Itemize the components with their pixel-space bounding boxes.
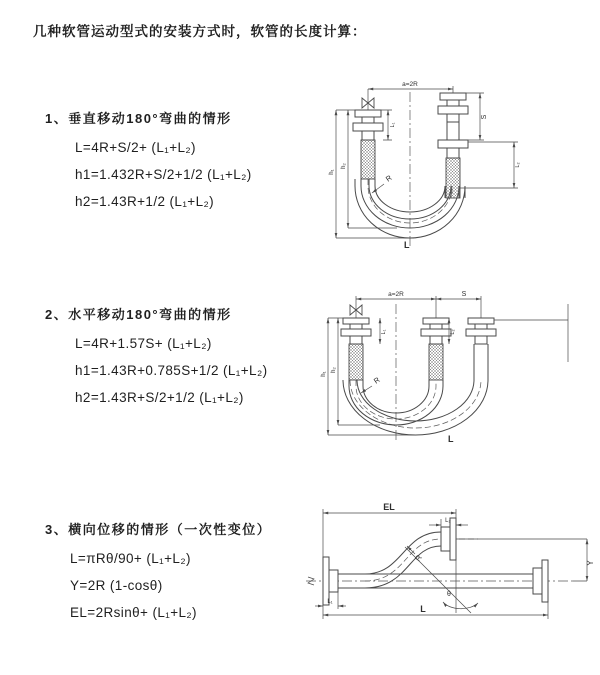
section-vertical-movement <box>45 108 252 215</box>
theta-label: θ <box>447 591 451 598</box>
page-title: 几种软管运动型式的安装方式时，软管的长度计算： <box>33 24 367 39</box>
length-label: L <box>404 240 410 250</box>
radius-label: R <box>371 375 382 386</box>
formula-h1: h1=1.43R+0.785S+1/2 (L₁+L₂) <box>75 363 268 378</box>
section-3-heading: 3、横向位移的情形（一次性变位） <box>45 522 272 537</box>
span-label: a=2R <box>388 291 404 298</box>
flange-plate <box>450 518 456 560</box>
braided-hose <box>429 344 443 380</box>
dimension-l2 <box>449 318 456 344</box>
section-2-formulas <box>75 330 267 411</box>
braided-hose <box>349 344 363 380</box>
flange-hub <box>533 568 542 594</box>
h1-label: h₁ <box>321 371 327 377</box>
flange-hub <box>441 527 450 551</box>
hose-arcs <box>343 380 488 435</box>
l1-label: L₁ <box>381 329 387 335</box>
section-horizontal-movement <box>45 304 267 411</box>
formula-y: Y=2R (1-cosθ) <box>70 578 163 593</box>
pipe-cap <box>440 93 466 100</box>
section-lateral-displacement <box>45 519 271 626</box>
formula-h2: h2=1.43R+1/2 (L₁+L₂) <box>75 194 215 209</box>
dimension-stroke <box>466 93 488 140</box>
formula-h2: h2=1.43R+S/2+1/2 (L₁+L₂) <box>75 390 244 405</box>
section-1-heading: 1、垂直移动180°弯曲的情形 <box>45 111 232 126</box>
dimension-span <box>356 291 436 299</box>
dimension-l2 <box>460 142 521 188</box>
length-label: L <box>420 604 426 614</box>
section-1-formulas <box>75 134 252 215</box>
dimension-l2 <box>429 518 468 527</box>
original-flange <box>533 560 548 602</box>
dimension-l1 <box>315 592 346 609</box>
dimension-stroke <box>436 291 481 299</box>
pipe-cap <box>343 318 369 324</box>
flange-original <box>438 140 468 148</box>
left-flange <box>323 557 338 605</box>
right-pipe-assembly <box>466 296 568 380</box>
diagram-lateral-displacement <box>303 503 598 643</box>
pipe-cap <box>468 318 494 324</box>
pipe-cap <box>355 110 381 117</box>
h1-label: h₁ <box>329 169 335 175</box>
formula-length: L=4R+1.57S+ (L₁+L₂) <box>75 336 212 351</box>
el-label: EL <box>383 503 395 512</box>
l1-label: L₁ <box>327 599 333 605</box>
h2-label: h₂ <box>341 163 347 169</box>
l1-label: L₁ <box>390 122 396 128</box>
stroke-label: S <box>481 114 488 120</box>
radius-callout <box>407 546 424 563</box>
dimension-el <box>323 503 456 557</box>
flange-hub <box>329 570 338 592</box>
flange <box>353 123 383 131</box>
section-3-formulas <box>70 545 271 626</box>
h2-label: h₂ <box>331 367 337 373</box>
section-2-heading: 2、水平移动180°弯曲的情形 <box>45 307 232 322</box>
braided-hose <box>446 158 460 198</box>
radius-label: R <box>413 553 424 564</box>
flange-plate <box>323 557 329 605</box>
l2-label: L₂ <box>450 329 456 335</box>
flange <box>341 329 371 336</box>
flange-moved <box>438 106 468 114</box>
braided-hose <box>361 140 375 179</box>
formula-h1: h1=1.432R+S/2+1/2 (L₁+L₂) <box>75 167 252 182</box>
radius-label: R <box>383 173 394 184</box>
flange-plate <box>542 560 548 602</box>
stroke-label: S <box>461 291 467 298</box>
l2-label: L₂ <box>515 162 521 168</box>
dimension-y <box>456 539 595 581</box>
y-label: Y <box>586 560 595 566</box>
hose-body <box>338 532 533 588</box>
pipe-cap <box>423 318 449 324</box>
flange-original <box>421 329 451 336</box>
formula-length: L=πRθ/90+ (L₁+L₂) <box>70 551 191 566</box>
l2-label: L₂ <box>445 518 451 524</box>
dimension-length <box>323 602 548 619</box>
dimension-span <box>368 81 453 89</box>
left-pipe-assembly <box>341 296 371 380</box>
formula-el: EL=2Rsinθ+ (L₁+L₂) <box>70 605 197 620</box>
middle-pipe-assembly <box>421 296 451 380</box>
right-pipe-assembly <box>438 86 468 198</box>
flange-moved <box>466 329 496 336</box>
span-label: a=2R <box>402 81 418 88</box>
radius-callout <box>361 375 382 393</box>
length-label: L <box>448 434 454 444</box>
diagram-vertical-180-bend <box>322 80 572 250</box>
diagram-horizontal-180-bend <box>318 290 578 445</box>
dimension-l1 <box>380 318 387 344</box>
formula-length: L=4R+S/2+ (L₁+L₂) <box>75 140 196 155</box>
moved-flange <box>441 518 456 560</box>
